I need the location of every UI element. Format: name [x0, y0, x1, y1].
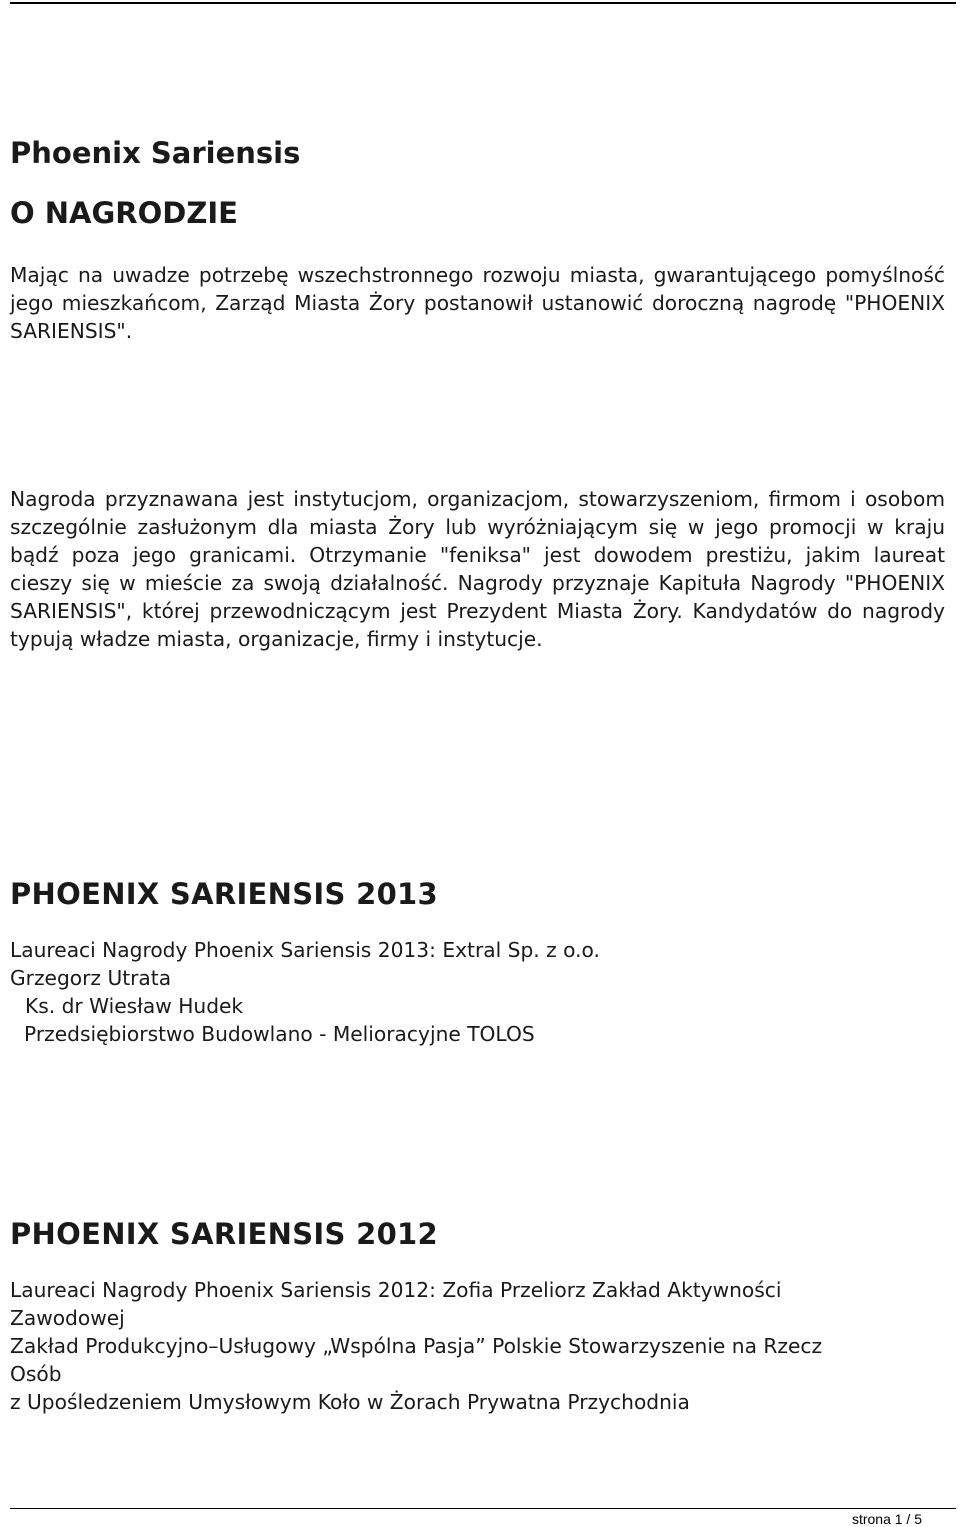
laureate-line-2013-2: Grzegorz Utrata — [10, 966, 172, 990]
page-number: strona 1 / 5 — [851, 1511, 922, 1527]
top-divider — [10, 2, 956, 4]
section-2013-heading: PHOENIX SARIENSIS 2013 — [10, 877, 439, 911]
laureate-line-2013-4: Przedsiębiorstwo Budowlano - Melioracyjne TOLOS — [24, 1022, 535, 1046]
intro-paragraph: Mając na uwadze potrzebę wszechstronnego rozwoju miasta, gwarantującego pomyślność jego mieszkańcom, Zarząd Miasta Żory postanowił ustanowić doroczną nagrodę "PHOENIX SARIENSIS". — [10, 263, 945, 343]
footer-divider — [10, 1508, 956, 1509]
about-heading: O NAGRODZIE — [10, 196, 238, 230]
laureate-line-2012-4: Osób — [10, 1362, 62, 1386]
section-2012-heading: PHOENIX SARIENSIS 2012 — [10, 1217, 439, 1251]
laureate-line-2012-3: Zakład Produkcyjno–Usługowy „Wspólna Pasja” Polskie Stowarzyszenie na Rzecz — [10, 1334, 823, 1358]
page-title: Phoenix Sariensis — [10, 136, 301, 170]
description-paragraph: Nagroda przyznawana jest instytucjom, organizacjom, stowarzyszeniom, firmom i osobom szczególnie zasłużonym dla miasta Żory lub wyróżniającym się w jego promocji w kraju bądź poza jego granicami. Otrzymanie "feniksa" jest dowodem prestiżu, jakim laureat cieszy się w mieście za swoją działalność. Nagrody przyznaje Kapituła Nagrody "PHOENIX SARIENSIS", której przewodniczącym jest Prezydent Miasta Żory. Kandydatów do nagrody typują władze miasta, organizacje, firmy i instytucje. — [10, 487, 945, 651]
laureate-line-2013-3: Ks. dr Wiesław Hudek — [25, 994, 244, 1018]
laureate-line-2012-1: Laureaci Nagrody Phoenix Sariensis 2012: Zofia Przeliorz Zakład Aktywności — [10, 1278, 782, 1302]
laureate-line-2013-1: Laureaci Nagrody Phoenix Sariensis 2013: Extral Sp. z o.o. — [10, 938, 600, 962]
laureate-line-2012-2: Zawodowej — [10, 1306, 125, 1330]
laureate-line-2012-5: z Upośledzeniem Umysłowym Koło w Żorach Prywatna Przychodnia — [10, 1390, 690, 1414]
